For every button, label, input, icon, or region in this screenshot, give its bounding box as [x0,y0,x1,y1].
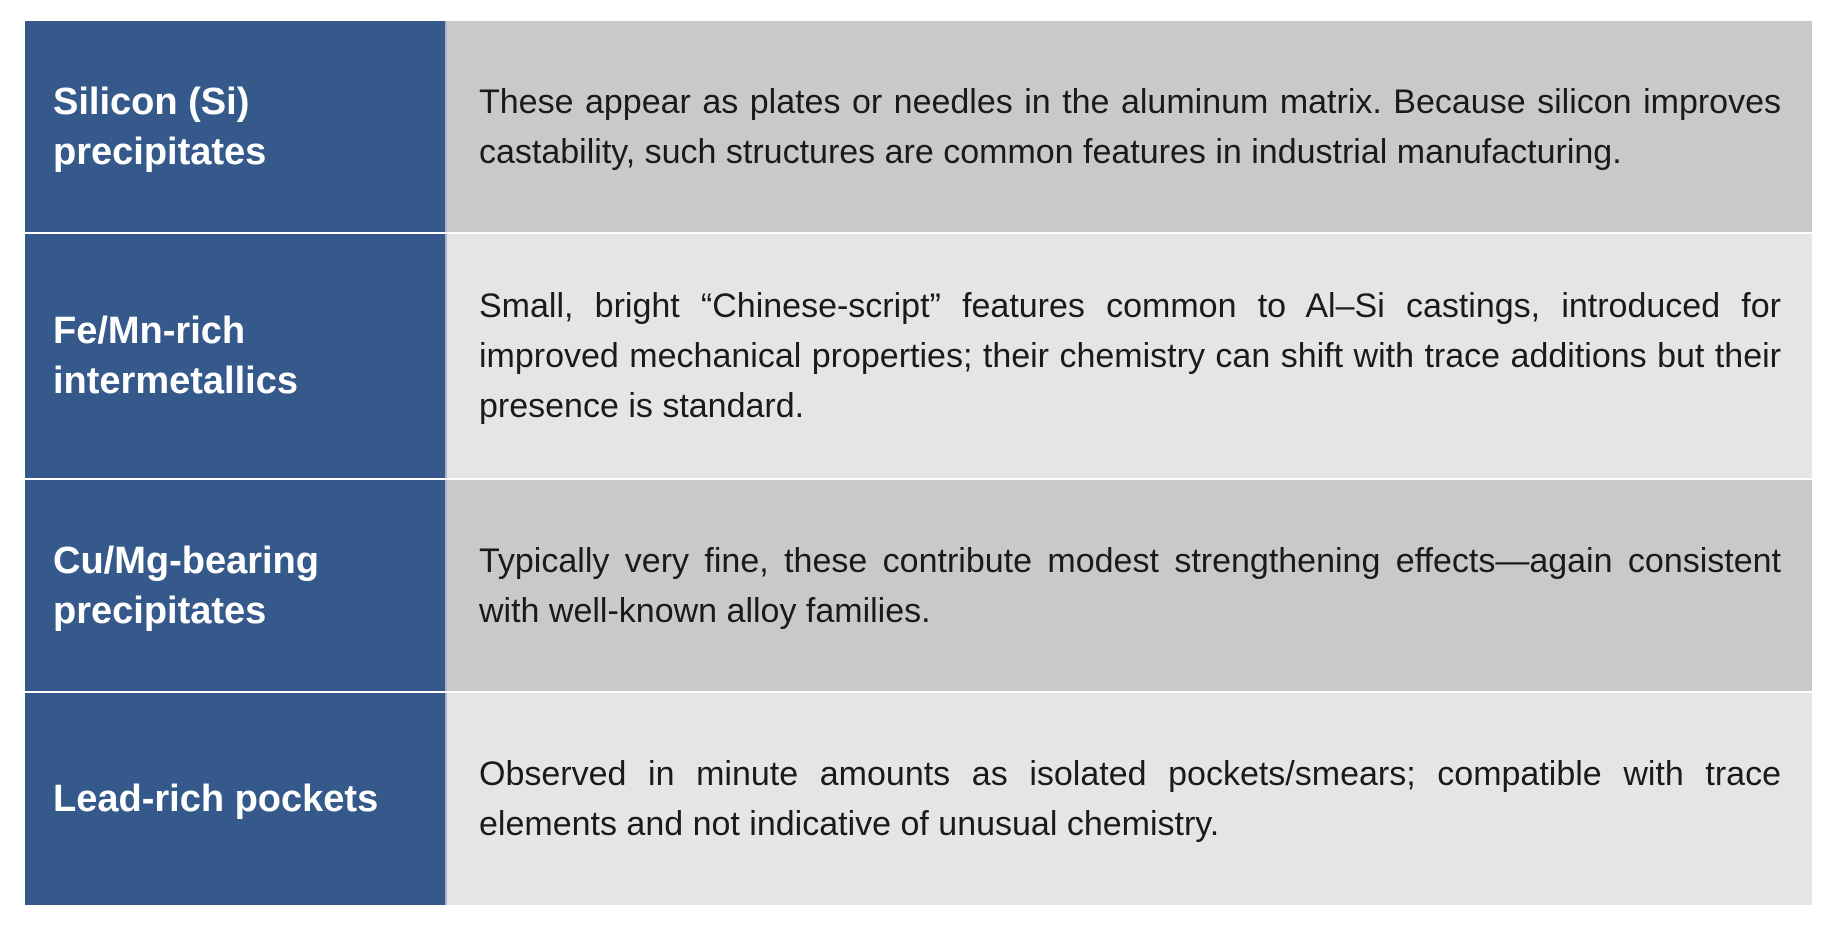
row-description-cell [447,234,1812,478]
row-label: Silicon (Si) precipitates [53,80,267,173]
row-description: These appear as plates or needles in the aluminum matrix. Because silicon improves castability, such structures are common features in industrial manufacturing. [479,82,1781,171]
row-label-cell [25,234,447,478]
row-label: Lead-rich pockets [53,778,379,820]
row-description-cell [447,693,1812,905]
row-description: Typically very fine, these contribute modest strengthening effects—again consistent with well-known alloy families. [479,541,1781,630]
row-label-cell [25,21,447,232]
row-label: Cu/Mg-bearing precipitates [53,539,319,632]
phase-description-table [25,21,1812,905]
row-label-cell [25,480,447,691]
row-description: Observed in minute amounts as isolated pockets/smears; compatible with trace elements and not indicative of unusual chemistry. [479,755,1781,843]
row-description-cell [447,480,1812,691]
row-label: Fe/Mn-rich intermetallics [53,310,298,402]
row-description-cell [447,21,1812,232]
row-label-cell [25,693,447,905]
row-description: Small, bright “Chinese-script” features common to Al–Si castings, introduced for improved mechanical properties; their chemistry can shift with trace additions but their presence is standard. [479,287,1781,425]
